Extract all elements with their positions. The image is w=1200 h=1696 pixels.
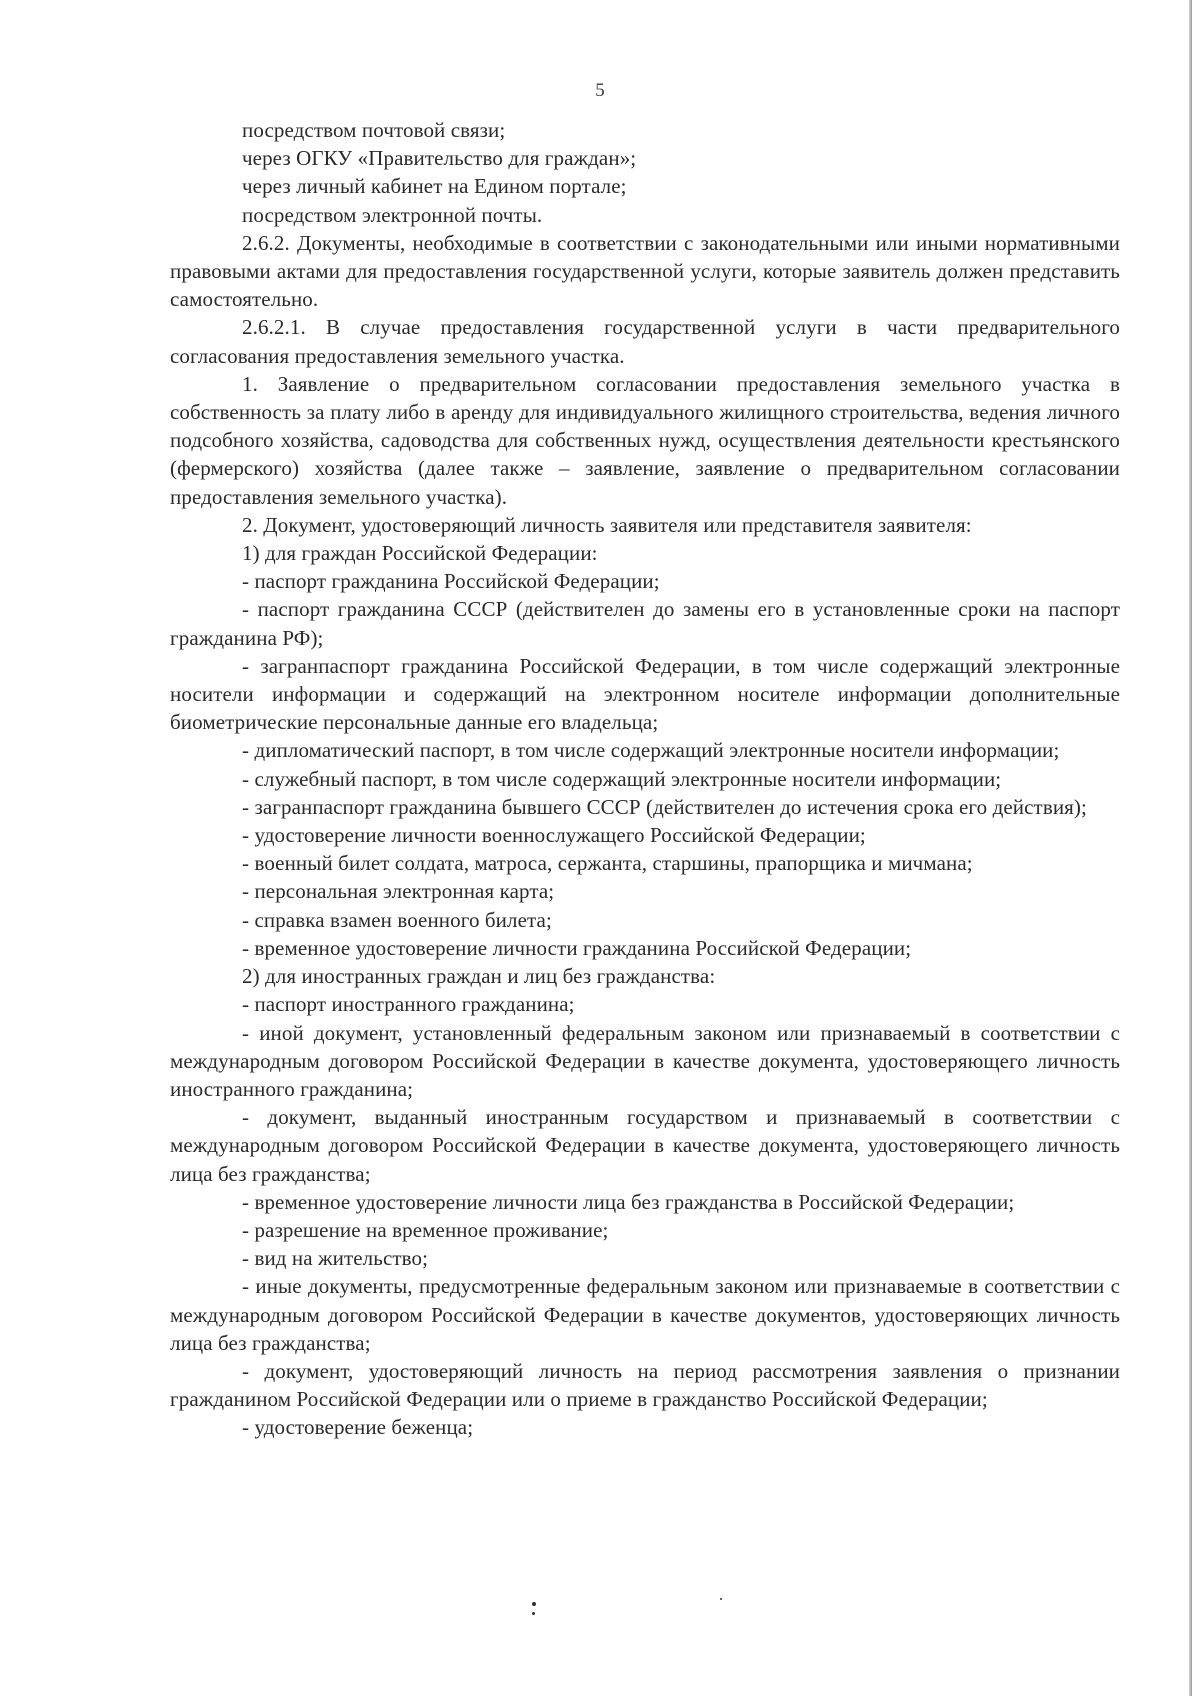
- paragraph: - временное удостоверение личности лица без гражданства в Российской Федерации;: [242, 1189, 1015, 1214]
- paragraph: 1) для граждан Российской Федерации:: [242, 541, 598, 566]
- paragraph: - персональная электронная карта;: [242, 879, 555, 904]
- paragraph: - иные документы, предусмотренные федеральным законом или признаваемые в соответствии с международным договором Российской Федерации в качестве документов, удостоверяющих личность лица без гражданства;: [170, 1274, 1120, 1355]
- paragraph: - разрешение на временное проживание;: [242, 1217, 609, 1242]
- paragraph: 2.6.2.1. В случае предоставления государственной услуги в части предварительного согласования предоставления земельного участка.: [170, 315, 1120, 368]
- scan-speck: [720, 1598, 722, 1600]
- paragraph: 2. Документ, удостоверяющий личность заявителя или представителя заявителя:: [242, 512, 972, 537]
- paragraph: - загранпаспорт гражданина бывшего СССР (действителен до истечения срока его действия);: [242, 794, 1087, 819]
- paragraph: - паспорт гражданина СССР (действителен до замены его в установленные сроки на паспорт гражданина РФ);: [170, 597, 1120, 650]
- paragraph: 2.6.2. Документы, необходимые в соответствии с законодательными или иными нормативными правовыми актами для предоставления государственной услуги, которые заявитель должен представить самостоятельно.: [170, 230, 1120, 312]
- paragraph: - военный билет солдата, матроса, сержанта, старшины, прапорщика и мичмана;: [242, 851, 973, 876]
- paragraph: - загранпаспорт гражданина Российской Федерации, в том числе содержащий электронные носители информации и содержащий на электронном носителе информации дополнительные биометрические персональные данные его владельца;: [170, 653, 1120, 735]
- scan-speck: [532, 1612, 535, 1615]
- paragraph: - документ, выданный иностранным государством и признаваемый в соответствии с международным договором Российской Федерации в качестве документа, удостоверяющего личность лица без гражданства;: [170, 1105, 1120, 1186]
- paragraph: - временное удостоверение личности гражданина Российской Федерации;: [242, 935, 912, 960]
- paragraph: - паспорт иностранного гражданина;: [242, 992, 575, 1017]
- paragraph: - иной документ, установленный федеральным законом или признаваемый в соответствии с международным договором Российской Федерации в качестве документа, удостоверяющего личность иностранного гражданина;: [170, 1020, 1120, 1101]
- paragraph: - справка взамен военного билета;: [242, 907, 552, 932]
- paragraph: посредством почтовой связи;: [242, 118, 506, 142]
- paragraph: через личный кабинет на Едином портале;: [242, 174, 627, 199]
- paragraph: - удостоверение беженца;: [242, 1415, 474, 1440]
- paragraph: - дипломатический паспорт, в том числе содержащий электронные носители информации;: [242, 738, 1060, 763]
- paragraph: - паспорт гражданина Российской Федерации;: [242, 569, 660, 594]
- scan-edge-shadow: [1189, 0, 1192, 1696]
- page-number: 5: [595, 80, 605, 101]
- paragraph: - служебный паспорт, в том числе содержащий электронные носители информации;: [242, 766, 1002, 791]
- paragraph: 1. Заявление о предварительном согласовании предоставления земельного участка в собственность за плату либо в аренду для индивидуального жилищного строительства, ведения личного подсобного хозяйства, садоводства для собственных нужд, осуществления деятельности крестьянского (фермерского) хозяйства (далее также – заявление, заявление о предварительном согласовании предоставления земельного участка).: [170, 371, 1120, 509]
- scan-speck: [532, 1602, 536, 1606]
- paragraph: - документ, удостоверяющий личность на период рассмотрения заявления о признании гражданином Российской Федерации или о приеме в гражданство Российской Федерации;: [170, 1358, 1120, 1412]
- paragraph: - удостоверение личности военнослужащего Российской Федерации;: [242, 823, 866, 848]
- paragraph: - вид на жительство;: [242, 1246, 429, 1271]
- document-body: [170, 116, 1120, 1442]
- paragraph: через ОГКУ «Правительство для граждан»;: [242, 146, 637, 171]
- paragraph: 2) для иностранных граждан и лиц без гражданства:: [242, 964, 716, 989]
- paragraph: посредством электронной почты.: [242, 202, 543, 227]
